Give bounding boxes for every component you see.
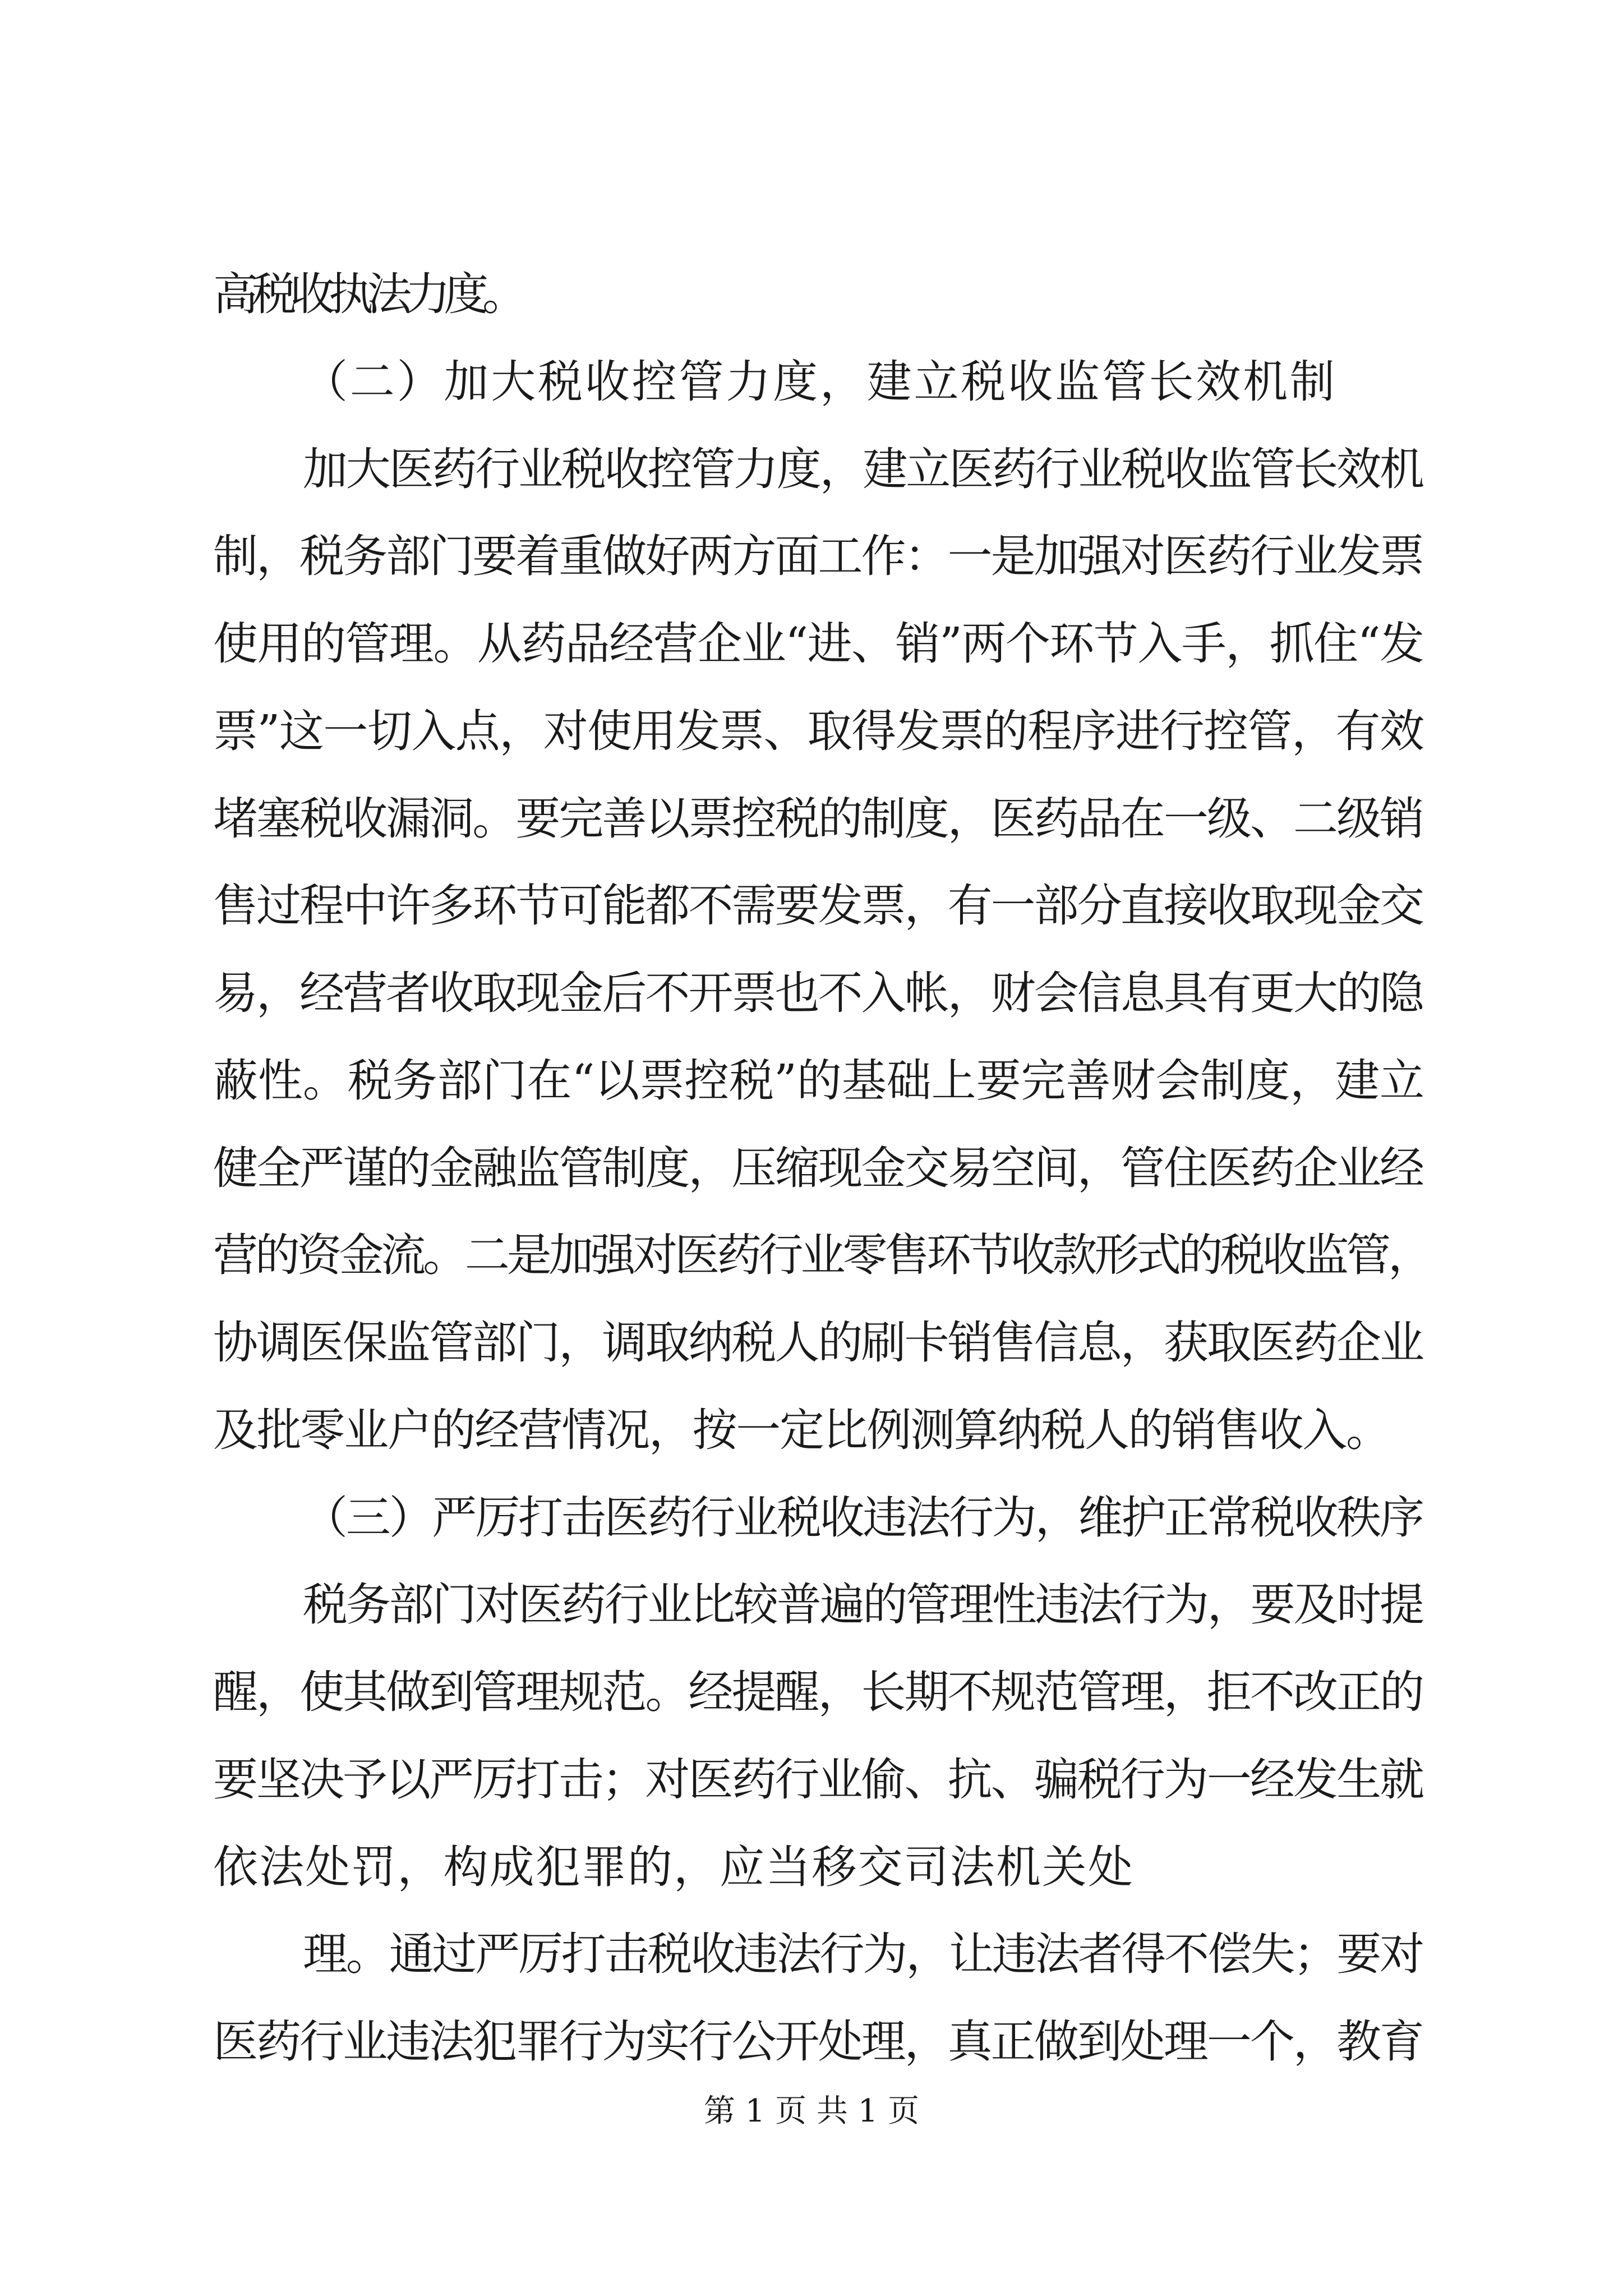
text-line: 堵塞税收漏洞。要完善以票控税的制度，医药品在一级、二级销	[213, 793, 1423, 845]
text-line: 售过程中许多环节可能都不需要发票，有一部分直接收取现金交	[213, 880, 1423, 932]
text-line: 醒，使其做到管理规范。经提醒，长期不规范管理，拒不改正的	[213, 1666, 1423, 1718]
text-line: 要坚决予以严厉打击；对医药行业偷、抗、骗税行为一经发生就	[213, 1754, 1423, 1806]
section-heading: （二）加大税收控管力度，建立税收监管长效机制	[303, 356, 1337, 408]
section-heading: （三）严厉打击医药行业税收违法行为，维护正常税收秩序	[303, 1492, 1423, 1544]
text-line: 使用的管理。从药品经营企业“进、销”两个环节入手，抓住“发	[213, 618, 1424, 670]
text-line: 制，税务部门要着重做好两方面工作：一是加强对医药行业发票	[213, 530, 1423, 582]
text-line: 及批零业户的经营情况，按一定比例测算纳税人的销售收入。	[213, 1404, 1390, 1456]
text-line: 理。通过严厉打击税收违法行为，让违法者得不偿失；要对	[303, 1928, 1423, 1980]
text-line: 健全严谨的金融监管制度，压缩现金交易空间，管住医药企业经	[213, 1142, 1423, 1194]
text-line: 高税收执法力度。	[213, 268, 521, 320]
text-line: 蔽性。税务部门在“以票控税”的基础上要完善财会制度，建立	[213, 1055, 1424, 1107]
text-line: 税务部门对医药行业比较普遍的管理性违法行为，要及时提	[303, 1579, 1423, 1631]
text-line: 依法处罚，构成犯罪的，应当移交司法机关处	[213, 1841, 1135, 1893]
page-footer: 第 1 页 共 1 页	[703, 2093, 920, 2129]
text-line: 票”这一切入点，对使用发票、取得发票的程序进行控管，有效	[213, 705, 1424, 757]
text-line: 加大医药行业税收控管力度，建立医药行业税收监管长效机	[303, 443, 1423, 495]
text-line: 协调医保监管部门，调取纳税人的刷卡销售信息，获取医药企业	[213, 1317, 1423, 1369]
text-line: 营的资金流。二是加强对医药行业零售环节收款形式的税收监管，	[213, 1229, 1430, 1281]
text-line: 医药行业违法犯罪行为实行公开处理，真正做到处理一个，教育	[213, 2016, 1423, 2068]
text-line: 易，经营者收取现金后不开票也不入帐，财会信息具有更大的隐	[213, 967, 1423, 1019]
